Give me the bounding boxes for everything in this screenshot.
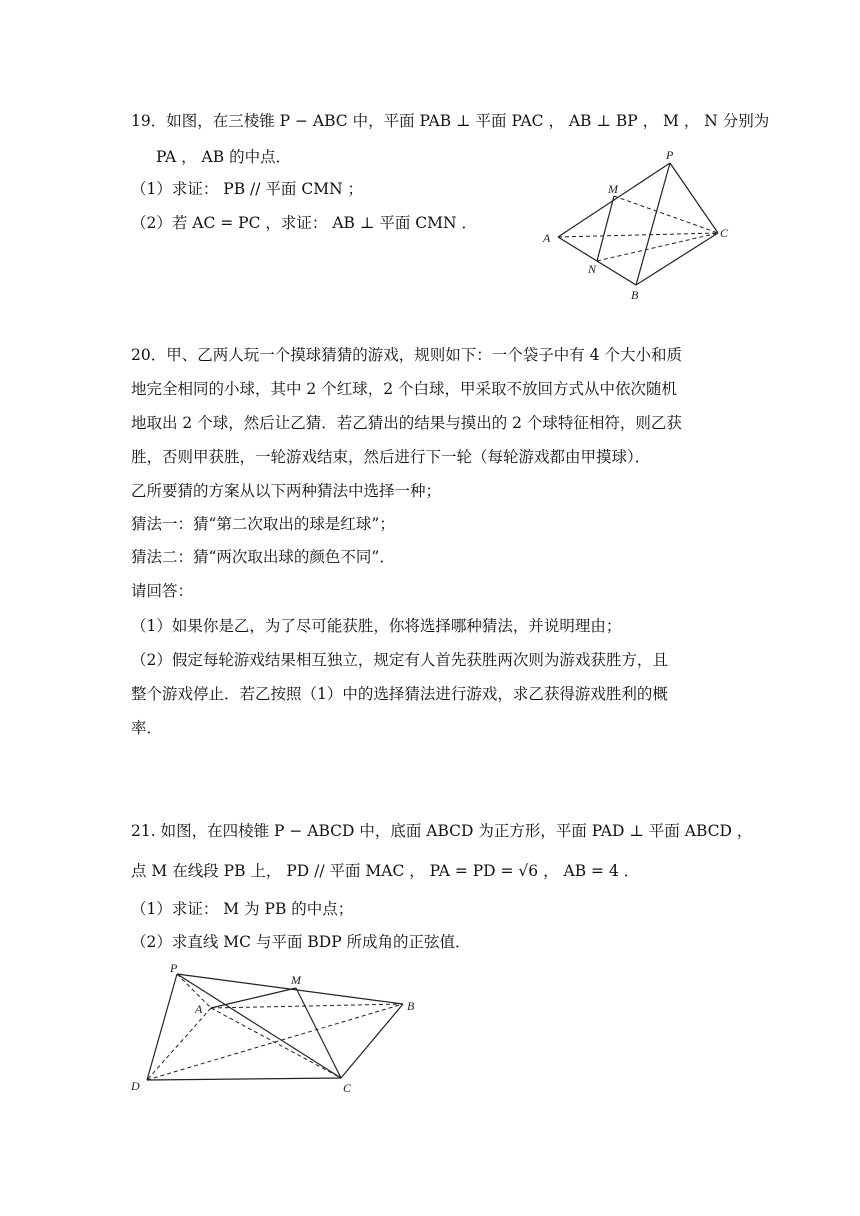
q20-line-1: 20．甲、乙两人玩一个摸球猜猜的游戏，规则如下：一个袋子中有 4 个大小和质 bbox=[131, 346, 682, 364]
q20-line-5: 乙所要猜的方案从以下两种猜法中选择一种； bbox=[131, 482, 442, 500]
label-M: M bbox=[291, 973, 301, 987]
q21-line-2: 点 M 在线段 PB 上， PD // 平面 MAC ， PA = PD = √6 ， AB = 4 ． bbox=[131, 862, 640, 880]
q20-line-6: 猜法一：猜“第二次取出的球是红球”； bbox=[131, 515, 395, 533]
label-M: M bbox=[608, 182, 618, 196]
q20-line-7: 猜法二：猜“两次取出球的颜色不同”． bbox=[131, 548, 395, 566]
label-B: B bbox=[407, 999, 415, 1013]
label-D: D bbox=[131, 1079, 140, 1093]
q19-line-2: PA ， AB 的中点． bbox=[156, 148, 292, 166]
q20-line-3: 地取出 2 个球，然后让乙猜．若乙猜出的结果与摸出的 2 个球特征相符，则乙获 bbox=[131, 414, 682, 432]
label-P: P bbox=[666, 148, 674, 162]
q20-part-1: （1）如果你是乙，为了尽可能获胜，你将选择哪种猜法，并说明理由； bbox=[131, 617, 622, 635]
q19-part-1: （1）求证： PB // 平面 CMN ； bbox=[131, 180, 364, 198]
q19-pyramid-figure bbox=[530, 145, 740, 305]
q21-part-2: （2）求直线 MC 与平面 BDP 所成角的正弦值． bbox=[131, 933, 471, 951]
q21-line-1: 21. 如图，在四棱锥 P − ABCD 中，底面 ABCD 为正方形，平面 PAD ⊥ 平面 ABCD ， bbox=[131, 822, 753, 840]
q20-line-8: 请回答： bbox=[131, 582, 194, 600]
q20-line-2: 地完全相同的小球，其中 2 个红球，2 个白球，甲采取不放回方式从中依次随机 bbox=[131, 380, 678, 398]
label-C: C bbox=[720, 226, 729, 240]
q19-part-2: （2）若 AC = PC ，求证： AB ⊥ 平面 CMN ． bbox=[131, 214, 477, 232]
q20-part-2-line-1: （2）假定每轮游戏结果相互独立，规定有人首先获胜两次则为游戏获胜方，且 bbox=[131, 651, 668, 669]
label-N: N bbox=[588, 262, 597, 276]
q21-part-1: （1）求证： M 为 PB 的中点； bbox=[131, 900, 354, 918]
label-P: P bbox=[170, 961, 178, 975]
label-C: C bbox=[343, 1081, 352, 1095]
q21-pyramid-figure bbox=[125, 958, 425, 1098]
label-B: B bbox=[631, 288, 639, 302]
q20-part-2-line-2: 整个游戏停止．若乙按照（1）中的选择猜法进行游戏，求乙获得游戏胜利的概 bbox=[131, 685, 668, 703]
label-A: A bbox=[195, 1002, 203, 1016]
q20-line-4: 胜，否则甲获胜，一轮游戏结束，然后进行下一轮（每轮游戏都由甲摸球）． bbox=[131, 448, 651, 466]
q20-part-2-line-3: 率． bbox=[131, 719, 163, 737]
label-A: A bbox=[543, 231, 551, 245]
q19-line-1: 19．如图，在三棱锥 P − ABC 中，平面 PAB ⊥ 平面 PAC ， AB ⊥ BP ， M ， N 分别为 bbox=[131, 112, 770, 130]
